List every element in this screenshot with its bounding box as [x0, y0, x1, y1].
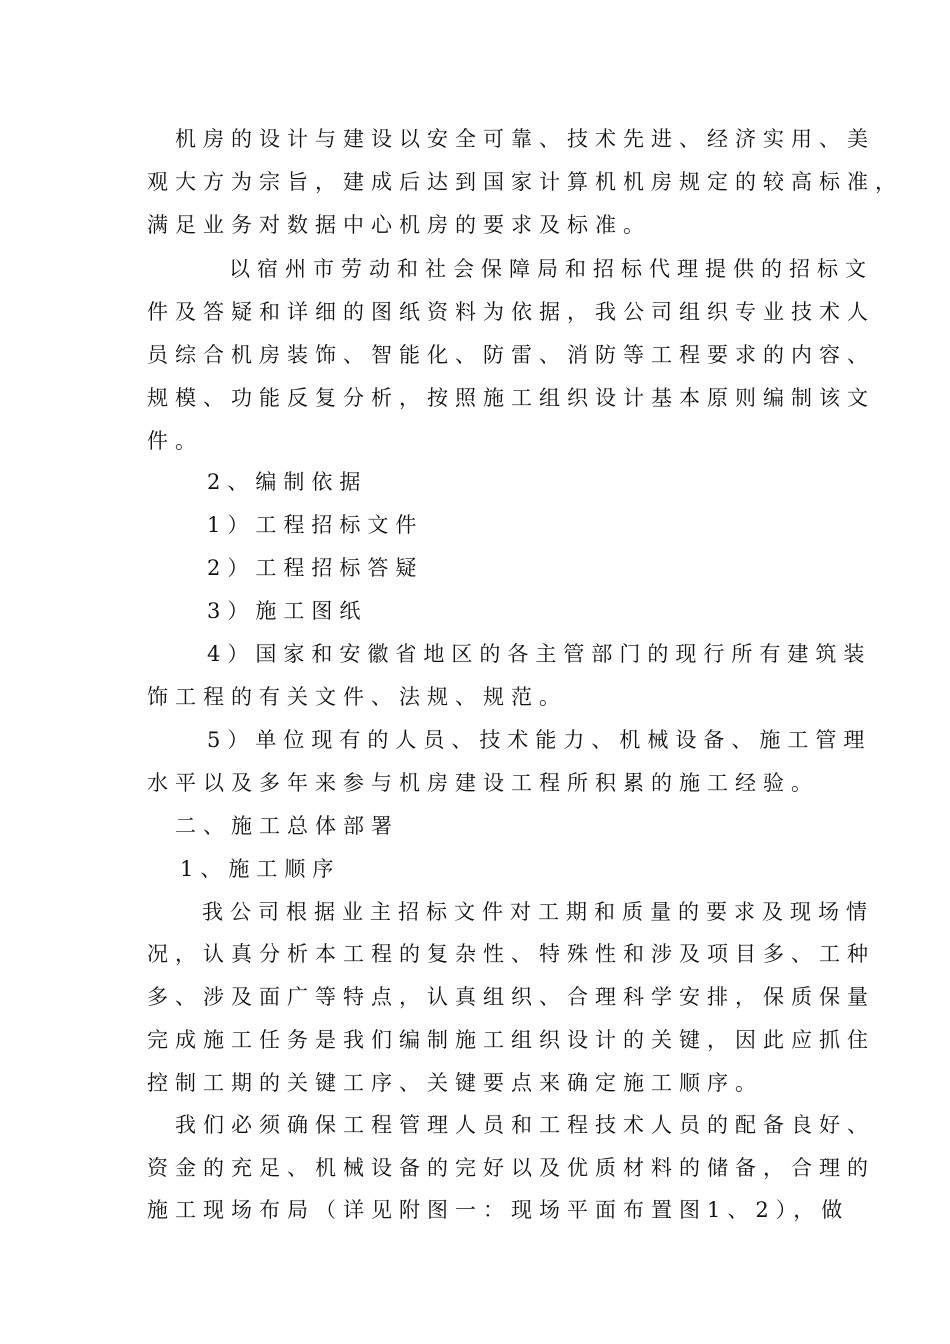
paragraph-line: 我们必须确保工程管理人员和工程技术人员的配备良好、 — [175, 1113, 875, 1137]
paragraph-line: 员综合机房装饰、智能化、防雷、消防等工程要求的内容、 — [147, 343, 875, 367]
list-item: 1）工程招标文件 — [207, 513, 424, 537]
paragraph-line: 规模、功能反复分析，按照施工组织设计基本原则编制该文 — [147, 386, 875, 410]
subsection-heading: 1、施工顺序 — [180, 857, 341, 881]
section-heading: 2、编制依据 — [207, 470, 368, 494]
paragraph-line: 观大方为宗旨，建成后达到国家计算机机房规定的较高标准， — [147, 170, 903, 194]
paragraph-line: 况，认真分析本工程的复杂性、特殊性和涉及项目多、工种 — [147, 942, 875, 966]
paragraph-line: 资金的充足、机械设备的完好以及优质材料的储备，合理的 — [147, 1156, 875, 1180]
list-item: 2）工程招标答疑 — [207, 556, 424, 580]
paragraph-line: 施工现场布局（详见附图一：现场平面布置图1、2），做 — [147, 1198, 850, 1222]
paragraph-line: 水平以及多年来参与机房建设工程所积累的施工经验。 — [147, 771, 819, 795]
paragraph-line: 以宿州市劳动和社会保障局和招标代理提供的招标文 — [229, 257, 873, 281]
paragraph-line: 多、涉及面广等特点，认真组织、合理科学安排，保质保量 — [147, 985, 875, 1009]
paragraph-line: 控制工期的关键工序、关键要点来确定施工顺序。 — [147, 1071, 763, 1095]
paragraph-line: 饰工程的有关文件、法规、规范。 — [147, 685, 567, 709]
paragraph-line: 我公司根据业主招标文件对工期和质量的要求及现场情 — [202, 900, 874, 924]
paragraph-line: 件。 — [147, 429, 203, 453]
list-item: 4）国家和安徽省地区的各主管部门的现行所有建筑装 — [207, 642, 872, 666]
list-item: 3）施工图纸 — [207, 599, 368, 623]
list-item: 5）单位现有的人员、技术能力、机械设备、施工管理 — [207, 728, 872, 752]
paragraph-line: 件及答疑和详细的图纸资料为依据，我公司组织专业技术人 — [147, 300, 875, 324]
paragraph-line: 完成施工任务是我们编制施工组织设计的关键，因此应抓住 — [147, 1028, 875, 1052]
paragraph-line: 满足业务对数据中心机房的要求及标准。 — [147, 213, 651, 237]
paragraph-line: 机房的设计与建设以安全可靠、技术先进、经济实用、美 — [175, 127, 875, 151]
section-heading: 二、施工总体部署 — [175, 814, 399, 838]
